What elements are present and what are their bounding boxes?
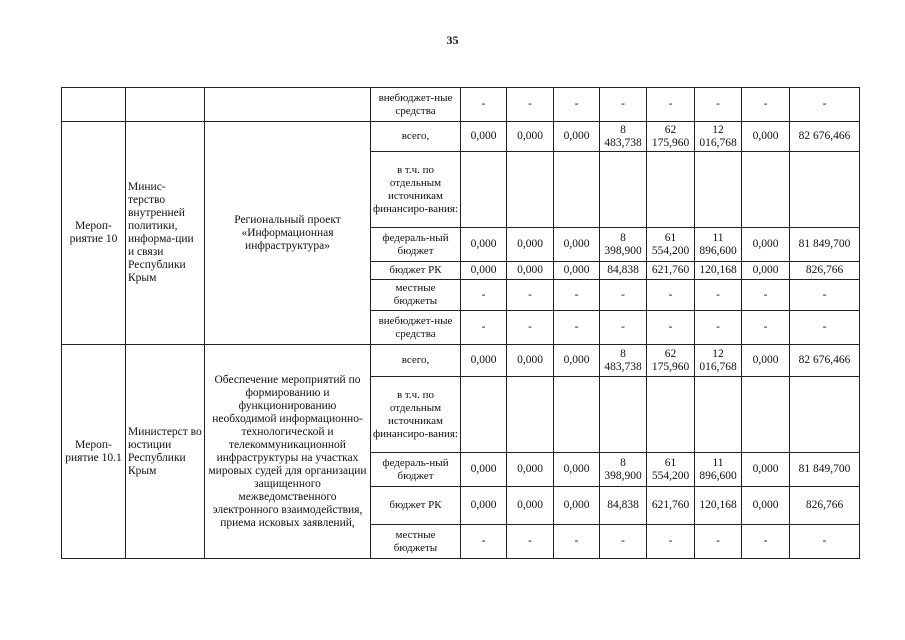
value-cell: - [461,88,507,122]
measure-cell: Мероп-риятие 10.1 [62,345,126,559]
source-label: федераль-ный бюджет [371,453,461,487]
value-cell: 0,000 [742,262,790,280]
empty-cell [742,152,790,228]
executor-cell: Министерст во юстиции Республики Крым [126,345,205,559]
value-cell: 61 554,200 [647,453,695,487]
value-cell: - [742,88,790,122]
value-cell: - [507,311,554,345]
value-cell: - [554,525,600,559]
page-number: 35 [446,33,459,47]
value-cell: 0,000 [461,487,507,525]
value-cell: - [600,88,647,122]
value-cell: - [507,88,554,122]
value-cell: - [507,280,554,311]
empty-cell [647,377,695,453]
value-cell: 11 896,600 [695,228,742,262]
value-cell: 0,000 [742,453,790,487]
value-cell: 0,000 [742,487,790,525]
source-label: в т.ч. по отдельным источникам финансиро-вания: [371,152,461,228]
source-label: федераль-ный бюджет [371,228,461,262]
value-cell: - [600,525,647,559]
value-cell: 8 398,900 [600,453,647,487]
value-cell: - [742,280,790,311]
value-cell: 0,000 [507,453,554,487]
value-cell: - [790,525,860,559]
value-cell: 0,000 [554,487,600,525]
value-cell: - [647,311,695,345]
value-cell: 81 849,700 [790,228,860,262]
value-cell: 120,168 [695,487,742,525]
value-cell: - [790,88,860,122]
value-cell: - [461,525,507,559]
value-cell: 0,000 [742,345,790,377]
measure-cell: Мероп-риятие 10 [62,122,126,345]
value-cell: 0,000 [554,262,600,280]
budget-table [61,87,860,559]
value-cell: 12 016,768 [695,345,742,377]
source-label: внебюджет-ные средства [371,88,461,122]
value-cell: 0,000 [461,453,507,487]
empty-cell [126,88,205,122]
executor-cell: Минис-терство внутренней политики, информа-ции и связи Республики Крым [126,122,205,345]
value-cell: 621,760 [647,487,695,525]
value-cell: 82 676,466 [790,345,860,377]
value-cell: - [695,525,742,559]
source-label: местные бюджеты [371,525,461,559]
value-cell: - [461,311,507,345]
source-label: всего, [371,122,461,152]
source-label: в т.ч. по отдельным источникам финансиро-вания: [371,377,461,453]
value-cell: - [647,88,695,122]
value-cell: 0,000 [742,228,790,262]
value-cell: 0,000 [461,345,507,377]
value-cell: 82 676,466 [790,122,860,152]
value-cell: - [742,525,790,559]
project-cell: Региональный проект «Информационная инфраструктура» [205,122,371,345]
source-label: бюджет РК [371,262,461,280]
value-cell: 0,000 [742,122,790,152]
empty-cell [790,377,860,453]
value-cell: 120,168 [695,262,742,280]
value-cell: - [507,525,554,559]
value-cell: 0,000 [507,487,554,525]
empty-cell [62,88,126,122]
empty-cell [600,377,647,453]
value-cell: 0,000 [507,122,554,152]
value-cell: 12 016,768 [695,122,742,152]
value-cell: 11 896,600 [695,453,742,487]
empty-cell [742,377,790,453]
value-cell: 62 175,960 [647,345,695,377]
empty-cell [554,377,600,453]
table-row [62,88,860,122]
value-cell: - [790,311,860,345]
value-cell: 8 483,738 [600,345,647,377]
table-row [62,122,860,152]
value-cell: - [554,311,600,345]
source-label: всего, [371,345,461,377]
empty-cell [600,152,647,228]
empty-cell [461,377,507,453]
value-cell: 826,766 [790,262,860,280]
value-cell: - [695,88,742,122]
source-label: бюджет РК [371,487,461,525]
value-cell: 0,000 [461,228,507,262]
value-cell: 0,000 [461,122,507,152]
source-label: местные бюджеты [371,280,461,311]
value-cell: 8 398,900 [600,228,647,262]
table-row [62,345,860,377]
value-cell: - [600,280,647,311]
value-cell: - [461,280,507,311]
value-cell: - [600,311,647,345]
empty-cell [647,152,695,228]
value-cell: - [647,525,695,559]
value-cell: 81 849,700 [790,453,860,487]
value-cell: - [554,88,600,122]
empty-cell [695,377,742,453]
value-cell: 0,000 [507,345,554,377]
value-cell: - [695,311,742,345]
value-cell: - [742,311,790,345]
value-cell: 0,000 [554,345,600,377]
value-cell: - [554,280,600,311]
value-cell: - [790,280,860,311]
value-cell: 0,000 [461,262,507,280]
value-cell: 0,000 [554,122,600,152]
source-label: внебюджет-ные средства [371,311,461,345]
value-cell: - [647,280,695,311]
empty-cell [695,152,742,228]
value-cell: 0,000 [554,228,600,262]
value-cell: - [695,280,742,311]
value-cell: 62 175,960 [647,122,695,152]
empty-cell [790,152,860,228]
value-cell: 0,000 [507,228,554,262]
value-cell: 621,760 [647,262,695,280]
value-cell: 84,838 [600,262,647,280]
value-cell: 0,000 [507,262,554,280]
empty-cell [205,88,371,122]
value-cell: 84,838 [600,487,647,525]
value-cell: 8 483,738 [600,122,647,152]
project-cell: Обеспечение мероприятий по формированию и функционированию необходимой информационно-технологической и телекоммуникационной инфраструктуры на участках мировых судей для организации защищенного межведомственного электронного взаимодействия, приема исковых заявлений, [205,345,371,559]
value-cell: 826,766 [790,487,860,525]
empty-cell [507,152,554,228]
empty-cell [507,377,554,453]
empty-cell [554,152,600,228]
empty-cell [461,152,507,228]
value-cell: 61 554,200 [647,228,695,262]
value-cell: 0,000 [554,453,600,487]
